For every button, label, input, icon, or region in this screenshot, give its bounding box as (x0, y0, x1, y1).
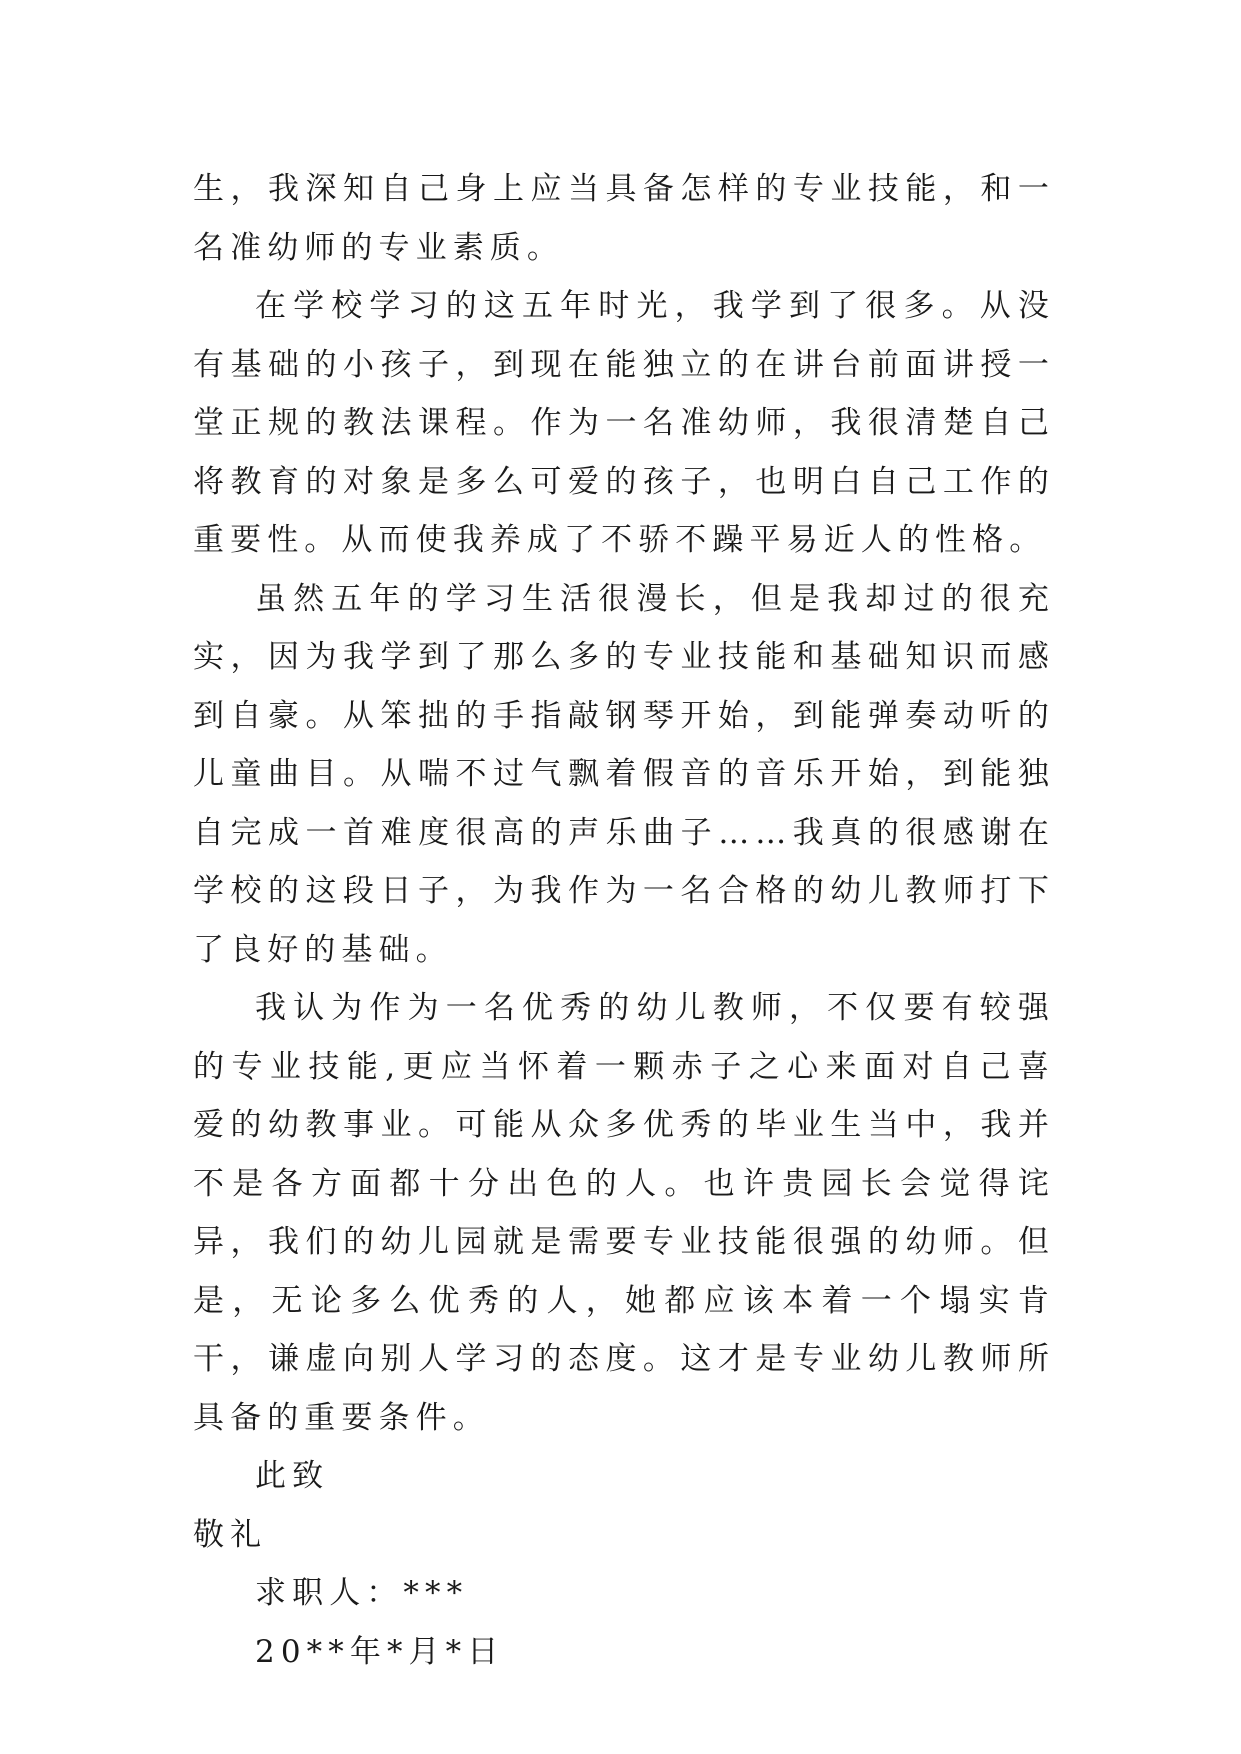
letter-paragraph: 在学校学习的这五年时光，我学到了很多。从没有基础的小孩子，到现在能独立的在讲台前面讲授一堂正规的教法课程。作为一名准幼师，我很清楚自己将教育的对象是多么可爱的孩子，也明白自己工作的重要性。从而使我养成了不骄不躁平易近人的性格。 (193, 288, 1055, 558)
letter-salutation: 敬礼 (193, 1516, 268, 1553)
letter-paragraph: 我认为作为一名优秀的幼儿教师，不仅要有较强的专业技能,更应当怀着一颗赤子之心来面对自己喜爱的幼教事业。可能从众多优秀的毕业生当中，我并不是各方面都十分出色的人。也许贵园长会觉得诧异，我们的幼儿园就是需要专业技能很强的幼师。但是，无论多么优秀的人，她都应该本着一个塌实肯干，谦虚向别人学习的态度。这才是专业幼儿教师所具备的重要条件。 (193, 990, 1055, 1436)
letter-closing: 此致 (255, 1458, 330, 1494)
letter-paragraph: 虽然五年的学习生活很漫长，但是我却过的很充实，因为我学到了那么多的专业技能和基础知识而感到自豪。从笨拙的手指敲钢琴开始，到能弹奏动听的儿童曲目。从喘不过气飘着假音的音乐开始，到能独自完成一首难度很高的声乐曲子……我真的很感谢在学校的这段日子，为我作为一名合格的幼儿教师打下了良好的基础。 (193, 580, 1055, 968)
letter-page (193, 160, 1055, 1681)
letter-date: 20**年*月*日 (255, 1633, 505, 1670)
letter-paragraph: 生，我深知自己身上应当具备怎样的专业技能，和一名准幼师的专业素质。 (193, 171, 1055, 266)
letter-signature: 求职人：*** (255, 1575, 469, 1611)
